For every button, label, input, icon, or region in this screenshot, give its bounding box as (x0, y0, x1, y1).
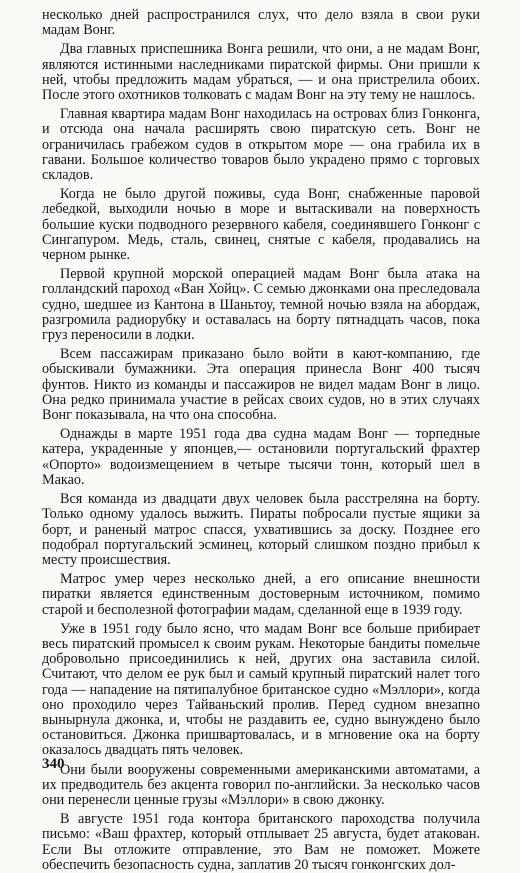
paragraph-1: несколько дней распространился слух, что дело взяла в свои руки мадам Вонг. (42, 7, 480, 39)
paragraph-3: Главная квартира мадам Вонг находилась на островах близ Гонконга, и отсюда она начала расширять свою пиратскую сеть. Вонг не ограничилась грабежом судов в открытом море — она грабила их в гавани. Большое количество товаров было украдено прямо с торговых складов. (42, 106, 480, 184)
paragraph-4: Когда не было другой поживы, суда Вонг, снабженные паровой лебедкой, выходили ночью в море и вытаскивали на поверхность большие куски подводного резервного кабеля, соединявшего Гонконг с Сингапуром. Медь, сталь, свинец, снятые с кабеля, продавались на черном рынке. (42, 186, 480, 264)
paragraph-12: В августе 1951 года контора британского пароходства получила письмо: «Ваш фрахтер, который отплывает 25 августа, будет атакован. Если Вы отложите отправление, это Вам не поможет. Можете обеспечить безопасность судна, заплатив 20 тысяч гонконгских дол- (42, 811, 480, 873)
paragraph-9: Матрос умер через несколько дней, а его описание внешности пиратки является единственным достоверным источником, помимо старой и бесполезной фотографии мадам, сделанной еще в 1939 году. (42, 571, 480, 618)
paragraph-2: Два главных приспешника Вонга решили, что они, а не мадам Вонг, являются истинными наследниками пиратской фирмы. Они пришли к ней, чтобы предложить мадам убраться, — и она пристрелила обоих. После этого охотников толковать с мадам Вонг на эту тему не нашлось. (42, 41, 480, 104)
paragraph-7: Однажды в марте 1951 года два судна мадам Вонг — торпедные катера, украденные у японцев,— остановили португальский фрахтер «Опорто» водоизмещением в четыре тысячи тонн, который шел в Макао. (42, 426, 480, 488)
page-number: 340 (42, 756, 65, 772)
paragraph-10: Уже в 1951 году было ясно, что мадам Вонг все больше прибирает весь пиратский промысел к своим рукам. Некоторые бандиты помельче добровольно присоединились к ней, других она заставила силой. Считают, что делом ее рук был и самый крупный пиратский налет того года — нападение на пятипалубное британское судно «Мэллори», когда оно проходило через Тайваньский пролив. Перед судном внезапно вынырнула джонка, и, чтобы не раздавить ее, судно вынуждено было остановиться. Джонка пришвартовалась, и в мгновение ока на борту оказалось двадцать пять человек. (42, 620, 480, 759)
page-body-text (42, 8, 480, 873)
paragraph-6: Всем пассажирам приказано было войти в кают-компанию, где обыскивали бумажники. Эта операция принесла Вонг 400 тысяч фунтов. Никто из команды и пассажиров не видел мадам Вонг в лицо. Она редко принимала участие в рейсах своих судов, но в этих случаях Вонг показывала, на что она способна. (42, 346, 480, 424)
paragraph-8: Вся команда из двадцати двух человек была расстреляна на борту. Только одному удалось выжить. Пираты побросали пустые ящики за борт, и раненый матрос спасся, ухватившись за доску. Позднее его подобрал португальский эсминец, который слишком поздно прибыл к месту происшествия. (42, 491, 480, 568)
paragraph-5: Первой крупной морской операцией мадам Вонг была атака на голландский пароход «Ван Хойц». С семью джонками она преследовала судно, шедшее из Кантона в Шаньтоу, темной ночью взяла на абордаж, разгромила радиорубку и оставалась на борту пятнадцать часов, пока груз переносили в лодки. (42, 266, 480, 344)
paragraph-11: Они были вооружены современными американскими автоматами, а их предводитель без акцента говорил по-английски. За несколько часов они перенесли ценные грузы «Мэллори» в свою джонку. (42, 761, 480, 808)
